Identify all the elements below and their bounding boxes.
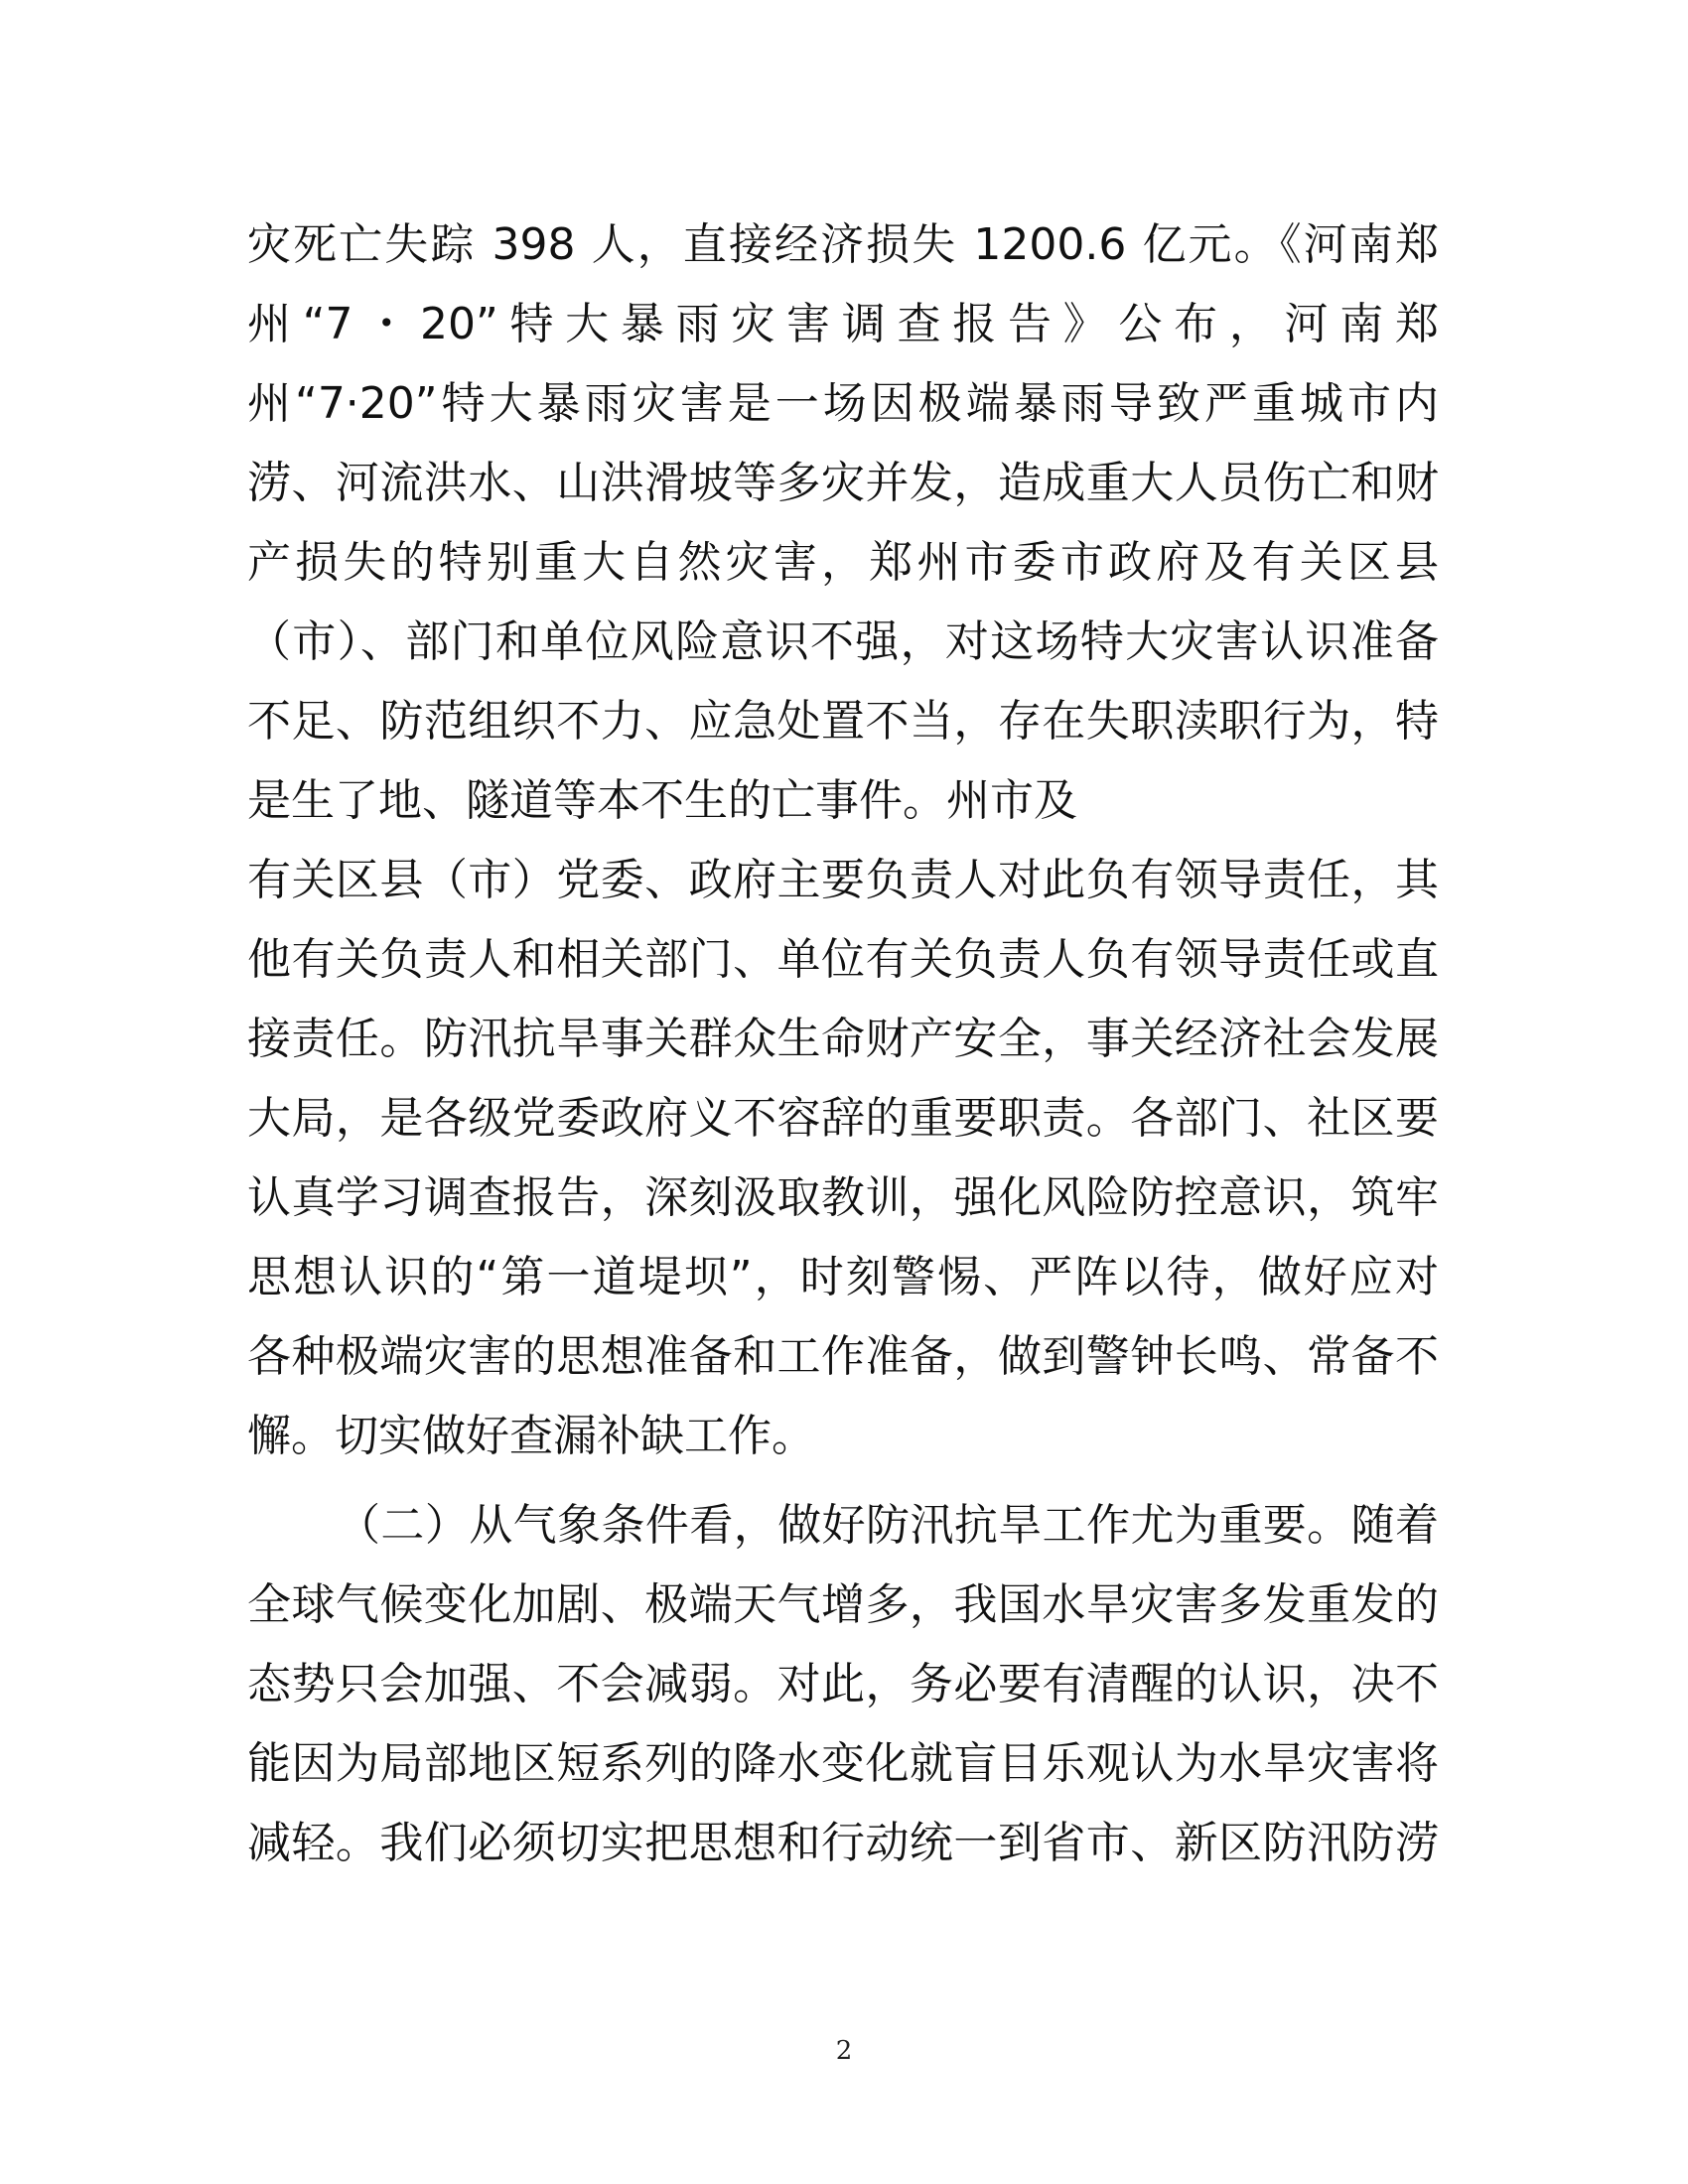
text-line-6: （市）、部门和单位风险意识不强，对这场特大灾害认识准备 xyxy=(247,616,1439,667)
text-line-17: （二）从气象条件看，做好防汛抗旱工作尤为重要。随着 xyxy=(337,1500,1439,1551)
text-line-12: 大局，是各级党委政府义不容辞的重要职责。各部门、社区要 xyxy=(247,1093,1439,1144)
text-line-9: 有关区县（市）党委、政府主要负责人对此负有领导责任，其 xyxy=(247,855,1439,905)
text-line-19: 态势只会加强、不会减弱。对此，务必要有清醒的认识，决不 xyxy=(247,1659,1439,1709)
text-line-8: 是生了地、隧道等本不生的亡事件。州市及 xyxy=(247,775,1077,826)
text-line-7: 不足、防范组织不力、应急处置不当，存在失职渎职行为，特 xyxy=(247,696,1439,747)
text-line-13: 认真学习调查报告，深刻汲取教训，强化风险防控意识，筑牢 xyxy=(247,1172,1439,1223)
page-number: 2 xyxy=(835,2036,853,2066)
text-line-11: 接责任。防汛抗旱事关群众生命财产安全，事关经济社会发展 xyxy=(247,1014,1439,1064)
text-line-16: 懈。切实做好查漏补缺工作。 xyxy=(247,1411,815,1461)
text-line-21: 减轻。我们必须切实把思想和行动统一到省市、新区防汛防涝 xyxy=(247,1818,1439,1868)
text-line-2: 州“7・20”特大暴雨灾害调查报告》公布，河南郑 xyxy=(247,299,1439,349)
text-line-4: 涝、河流洪水、山洪滑坡等多灾并发，造成重大人员伤亡和财 xyxy=(247,458,1439,508)
text-line-15: 各种极端灾害的思想准备和工作准备，做到警钟长鸣、常备不 xyxy=(247,1331,1439,1382)
text-line-3: 州“7·20”特大暴雨灾害是一场因极端暴雨导致严重城市内 xyxy=(247,378,1439,429)
text-line-10: 他有关负责人和相关部门、单位有关负责人负有领导责任或直 xyxy=(247,934,1439,985)
text-line-20: 能因为局部地区短系列的降水变化就盲目乐观认为水旱灾害将 xyxy=(247,1738,1439,1789)
text-line-18: 全球气候变化加剧、极端天气增多，我国水旱灾害多发重发的 xyxy=(247,1579,1439,1630)
text-line-14: 思想认识的“第一道堤坝”，时刻警惕、严阵以待，做好应对 xyxy=(247,1252,1439,1302)
text-line-5: 产损失的特别重大自然灾害，郑州市委市政府及有关区县 xyxy=(247,537,1439,588)
text-line-1: 灾死亡失踪 398 人，直接经济损失 1200.6 亿元。《河南郑 xyxy=(247,219,1439,270)
